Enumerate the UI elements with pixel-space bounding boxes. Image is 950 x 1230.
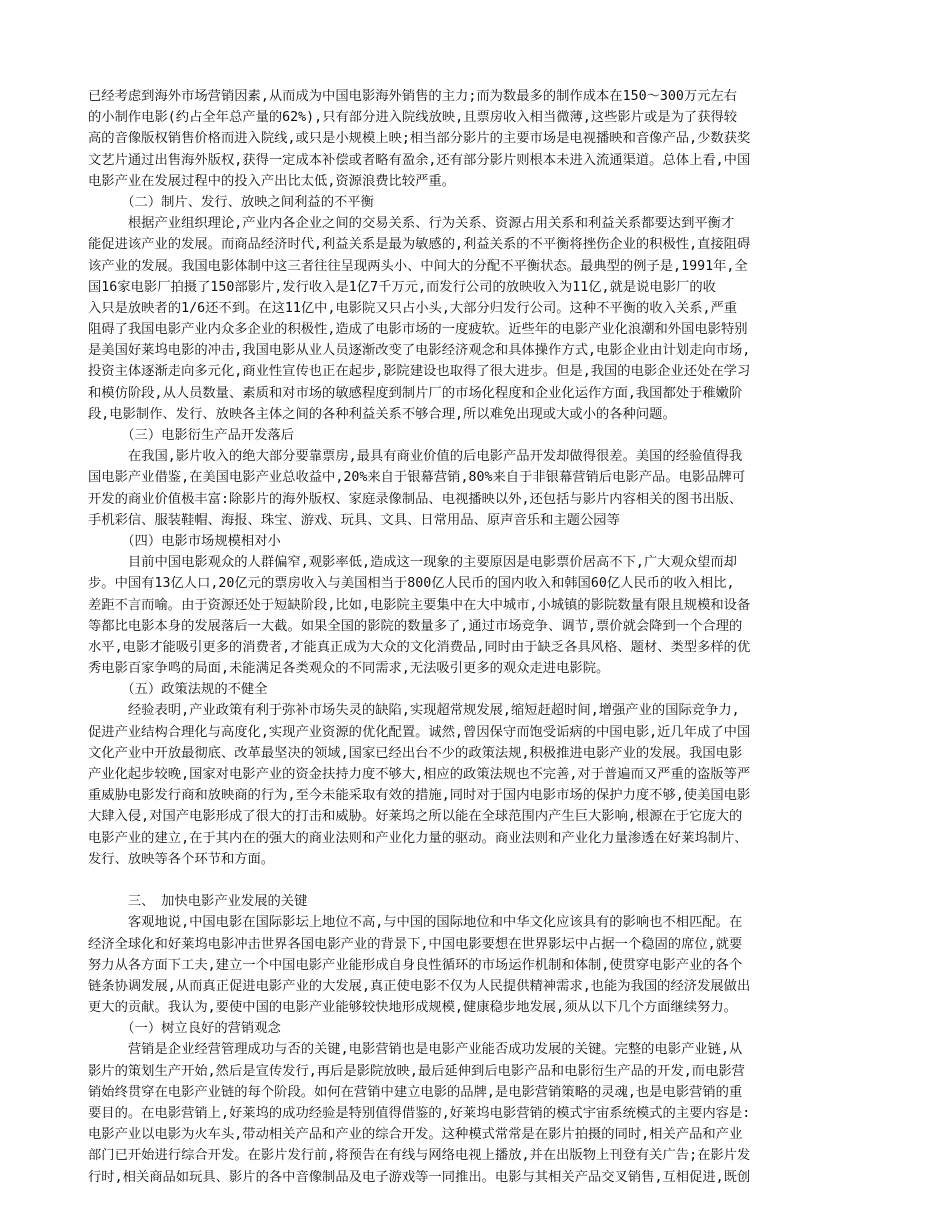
text-line: 经验表明,产业政策有利于弥补市场失灵的缺陷,实现超常规发展,缩短赶超时间,增强产业的国际竞争力, bbox=[88, 703, 740, 719]
text-line: （五）政策法规的不健全 bbox=[88, 682, 268, 698]
text-line: 该产业的发展。我国电影体制中这三者往往呈现两头小、中间大的分配不平衡状态。最典型的例子是,1991年,全 bbox=[88, 258, 748, 274]
text-line: 行时,相关商品如玩具、影片的各中音像制品及电子游戏等一同推出。电影与其相关产品交叉销售,互相促进,既创 bbox=[88, 1169, 751, 1185]
text-line: 差距不言而喻。由于资源还处于短缺阶段,比如,电影院主要集中在大中城市,小城镇的影院数量有限且规模和设备 bbox=[88, 597, 751, 613]
text-line: 客观地说,中国电影在国际影坛上地位不高,与中国的国际地位和中华文化应该具有的影响也不相匹配。在 bbox=[88, 915, 743, 931]
text-line: 水平,电影才能吸引更多的消费者,才能真正成为大众的文化消费品,同时由于缺乏各具风格、题材、类型多样的优 bbox=[88, 639, 751, 655]
text-line: 营销是企业经营管理成功与否的关键,电影营销也是电影产业能否成功发展的关键。完整的电影产业链,从 bbox=[88, 1042, 743, 1058]
text-line: 三、 加快电影产业发展的关键 bbox=[88, 894, 308, 910]
text-line: 步。中国有13亿人口,20亿元的票房收入与美国相当于800亿人民币的国内收入和韩国60亿人民币的收入相比, bbox=[88, 576, 735, 592]
text-line: 产业化起步较晚,国家对电影产业的资金扶持力度不够大,相应的政策法规也不完善,对于普遍而又严重的盗版等严 bbox=[88, 767, 751, 782]
text-line: 在我国,影片收入的绝大部分要靠票房,最具有商业价值的后电影产品开发却做得很差。美国的经验值得我 bbox=[88, 449, 743, 465]
text-line: 经济全球化和好莱坞电影冲击世界各国电影产业的背景下,中国电影要想在世界影坛中占据一个稳固的席位,就要 bbox=[88, 936, 743, 952]
text-line: 努力从各方面下工夫,建立一个中国电影产业能形成自身良性循环的市场运作机制和体制,使贯穿电影产业的各个 bbox=[88, 957, 743, 973]
text-line: 要目的。在电影营销上,好莱坞的成功经验是特别值得借鉴的,好莱坞电影营销的模式宇宙系统模式的主要内容是: bbox=[88, 1106, 751, 1121]
text-line: 段,电影制作、发行、放映各主体之间的各种利益关系不够合理,所以难免出现或大或小的各种问题。 bbox=[88, 406, 676, 422]
text-line: 能促进该产业的发展。而商品经济时代,利益关系是最为敏感的,利益关系的不平衡将挫伤企业的积极性,直接阻碍 bbox=[88, 237, 751, 253]
text-line: 发行、放映等各个环节和方面。 bbox=[88, 851, 275, 867]
text-line: 部门已开始进行综合开发。在影片发行前,将预告在有线与网络电视上播放,并在出版物上刊登有关广告;在影片发 bbox=[88, 1148, 751, 1164]
text-line: 高的音像版权销售价格而进入院线,或只是小规模上映;相当部分影片的主要市场是电视播映和音像产品,少数获奖 bbox=[88, 131, 751, 147]
text-line: 促进产业结构合理化与高度化,实现产业资源的优化配置。诚然,曾因保守而饱受诟病的中国电影,近几年成了中国 bbox=[88, 724, 751, 740]
text-line: 国电影产业借鉴,在美国电影产业总收益中,20%来自于银幕营销,80%来自于非银幕营销后电影产品。电影品牌可 bbox=[88, 470, 746, 486]
text-line: 电影产业以电影为火车头,带动相关产品和产业的综合开发。这种模式常常是在影片拍摄的同时,相关产品和产业 bbox=[88, 1127, 743, 1143]
text-line: 影片的策划生产开始,然后是宣传发行,再后是影院放映,最后延伸到后电影产品和电影衍生产品的开发,而电影营 bbox=[88, 1063, 745, 1079]
text-line: （一）树立良好的营销观念 bbox=[88, 1021, 281, 1037]
text-line: 目前中国电影观众的人群偏窄,观影率低,造成这一现象的主要原因是电影票价居高不下,广大观众望而却 bbox=[88, 555, 737, 571]
text-line: 手机彩信、服装鞋帽、海报、珠宝、游戏、玩具、文具、日常用品、原声音乐和主题公园等 bbox=[88, 512, 620, 528]
text-line: 入只是放映者的1/6还不到。在这11亿中,电影院又只占小头,大部分归发行公司。这种不平衡的收入关系,严重 bbox=[88, 300, 738, 316]
text-line: 等都比电影本身的发展落后一大截。如果全国的影院的数量多了,通过市场竞争、调节,票价就会降到一个合理的 bbox=[88, 618, 743, 634]
text-line: 文化产业中开放最彻底、改革最坚决的领域,国家已经出台不少的政策法规,积极推进电影产业的发展。我国电影 bbox=[88, 745, 743, 761]
text-line: 销始终贯穿在电影产业链的每个阶段。如何在营销中建立电影的品牌,是电影营销策略的灵魂,也是电影营销的重 bbox=[88, 1084, 743, 1100]
text-line: （三）电影衍生产品开发落后 bbox=[88, 428, 295, 443]
text-line: 开发的商业价值极丰富:除影片的海外版权、家庭录像制品、电视播映以外,还包括与影片内容相关的图书出版、 bbox=[88, 491, 743, 507]
text-line: 国16家电影厂拍摄了150部影片,发行收入是1亿7千万元,而发行公司的放映收入为11亿,就是说电影厂的收 bbox=[88, 279, 716, 295]
text-line: 秀电影百家争鸣的局面,未能满足各类观众的不同需求,无法吸引更多的观众走进电影院。 bbox=[88, 661, 610, 677]
text-line: （四）电影市场规模相对小 bbox=[88, 533, 281, 549]
text-line: 已经考虑到海外市场营销因素,从而成为中国电影海外销售的主力;而为数最多的制作成本在150～300万元左右 bbox=[88, 89, 738, 104]
text-line: 是美国好莱坞电影的冲击,我国电影从业人员逐渐改变了电影经济观念和具体操作方式,电影企业由计划走向市场, bbox=[88, 343, 751, 359]
text-line: 根据产业组织理论,产业内各企业之间的交易关系、行为关系、资源占用关系和利益关系都要达到平衡才 bbox=[88, 216, 735, 232]
text-line: 投资主体逐渐走向多元化,商业性宣传也正在起步,影院建设也取得了很大进步。但是,我国的电影企业还处在学习 bbox=[88, 364, 751, 380]
text-line: 电影产业的建立,在于其内在的强大的商业法则和产业化力量的驱动。商业法则和产业化力量渗透在好莱坞制片、 bbox=[88, 830, 748, 846]
text-line: 更大的贡献。我认为,要使中国的电影产业能够较快地形成规模,健康稳步地发展,须从以下几个方面继续努力。 bbox=[88, 1000, 737, 1016]
text-line: 阻碍了我国电影产业内众多企业的积极性,造成了电影市场的一度疲软。近些年的电影产业化浪潮和外国电影特别 bbox=[88, 322, 748, 338]
text-line: 的小制作电影(约占全年总产量的62%),只有部分进入院线放映,且票房收入相当微薄,这些影片或是为了获得较 bbox=[88, 110, 738, 126]
text-line: 链条协调发展,从而真正促进电影产业的大发展,真正使电影不仅为人民提供精神需求,也能为我国的经济发展做出 bbox=[88, 978, 751, 994]
text-line: 大肆入侵,对国产电影形成了很大的打击和威胁。好莱坞之所以能在全球范围内产生巨大影响,根源在于它庞大的 bbox=[88, 809, 743, 825]
blank-line bbox=[88, 870, 864, 891]
text-line: 电影产业在发展过程中的投入产出比太低,资源浪费比较严重。 bbox=[88, 173, 456, 189]
text-line: 重威胁电影发行商和放映商的行为,至今未能采取有效的措施,同时对于国内电影市场的保护力度不够,使美国电影 bbox=[88, 788, 751, 804]
text-line: （二）制片、发行、放映之间利益的不平衡 bbox=[88, 194, 374, 210]
text-line: 文艺片通过出售海外版权,获得一定成本补偿或者略有盈余,还有部分影片则根本未进入流通渠道。总体上看,中国 bbox=[88, 152, 751, 168]
text-line: 和模仿阶段,从人员数量、素质和对市场的敏感程度到制片厂的市场化程度和企业化运作方面,我国都处于稚嫩阶 bbox=[88, 385, 743, 401]
